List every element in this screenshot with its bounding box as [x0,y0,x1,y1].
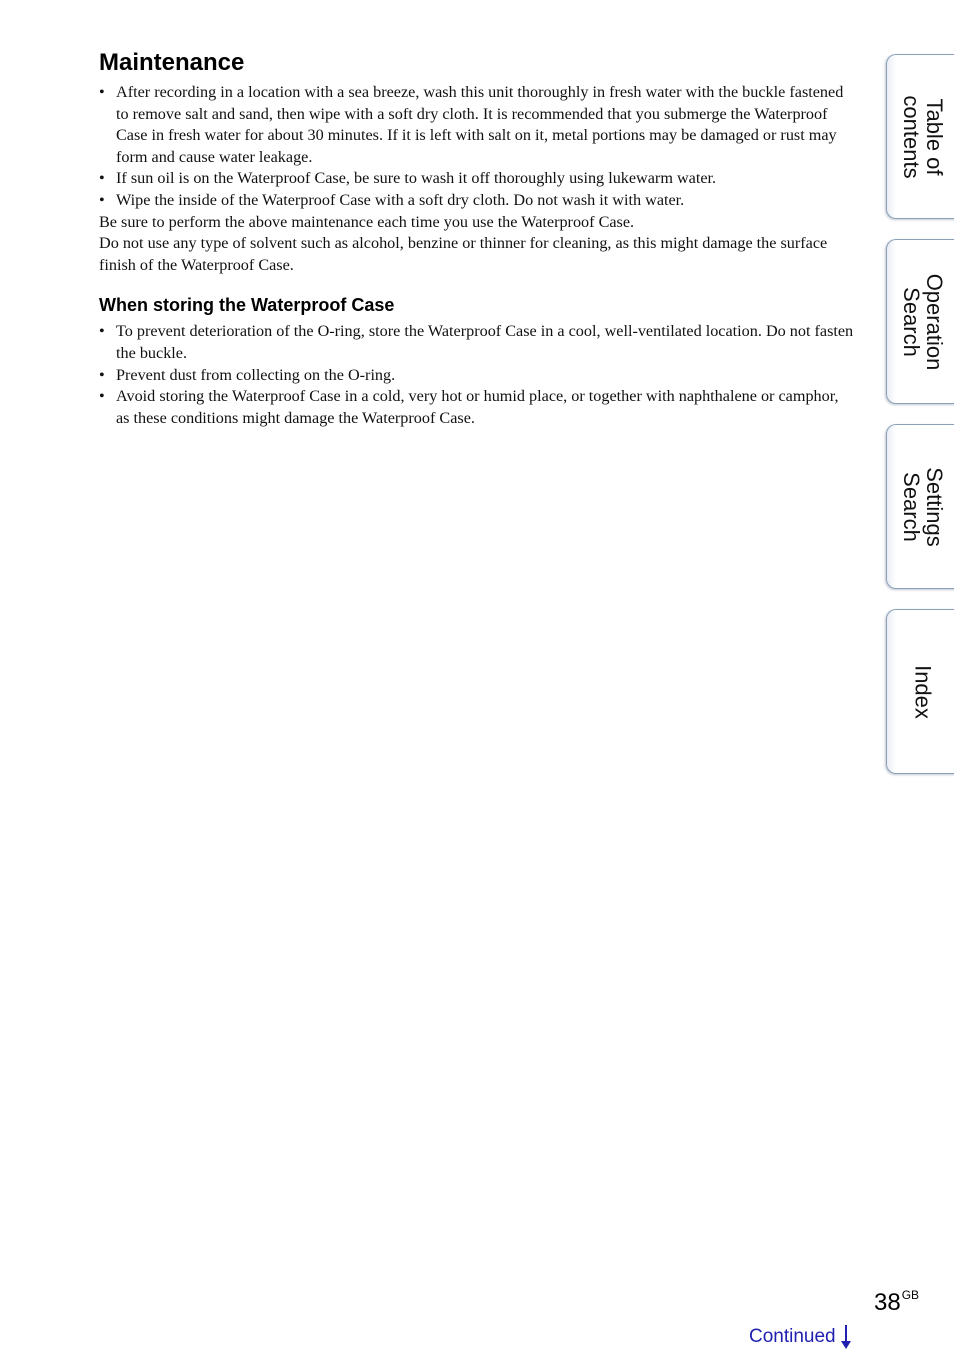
tab-label: Operation Search [898,273,947,370]
maintenance-bullet-list [99,82,855,212]
section-heading: When storing the Waterproof Case [99,295,395,316]
storing-bullet-list [99,321,855,429]
list-item: • After recording in a location with a sea breeze, wash this unit thoroughly in fresh water with the buckle fastened to remove salt and sand, then wipe with a soft dry cloth. It is recommended that you submerge the Waterproof Case in fresh water for about 30 minutes. If it is left with salt on it, metal portions may be damaged or rust may form and cause water leakage. [99,82,855,168]
continued-label: Continued [749,1326,836,1347]
page-number-suffix: GB [901,1288,920,1302]
tab-settings-search[interactable] [886,424,954,589]
page-title: Maintenance [99,49,245,76]
tab-label: Index [910,664,935,719]
main-content [99,48,855,429]
tab-index[interactable] [886,609,954,774]
list-item: • Prevent dust from collecting on the O-ring. [99,365,855,387]
tab-operation-search[interactable] [886,239,954,404]
tab-table-of-contents[interactable] [886,54,954,219]
list-item: • To prevent deterioration of the O-ring, store the Waterproof Case in a cool, well-ventilated location. Do not fasten the buckle. [99,321,855,364]
tab-label: Table of contents [898,94,947,179]
arrow-down-icon [840,1324,852,1350]
tab-label: Settings Search [898,466,947,547]
continued-link[interactable] [749,1324,852,1350]
list-item: • If sun oil is on the Waterproof Case, be sure to wash it off thoroughly using lukewarm water. [99,168,855,190]
page-number-value: 38 [874,1289,901,1316]
paragraph: Do not use any type of solvent such as alcohol, benzine or thinner for cleaning, as this might damage the surface finish of the Waterproof Case. [99,234,828,274]
list-item: • Avoid storing the Waterproof Case in a cold, very hot or humid place, or together with naphthalene or camphor, as these conditions might damage the Waterproof Case. [99,386,855,429]
page-number [874,1288,919,1317]
list-item: • Wipe the inside of the Waterproof Case with a soft dry cloth. Do not wash it with water. [99,190,855,212]
paragraph: Be sure to perform the above maintenance each time you use the Waterproof Case. [99,212,635,231]
